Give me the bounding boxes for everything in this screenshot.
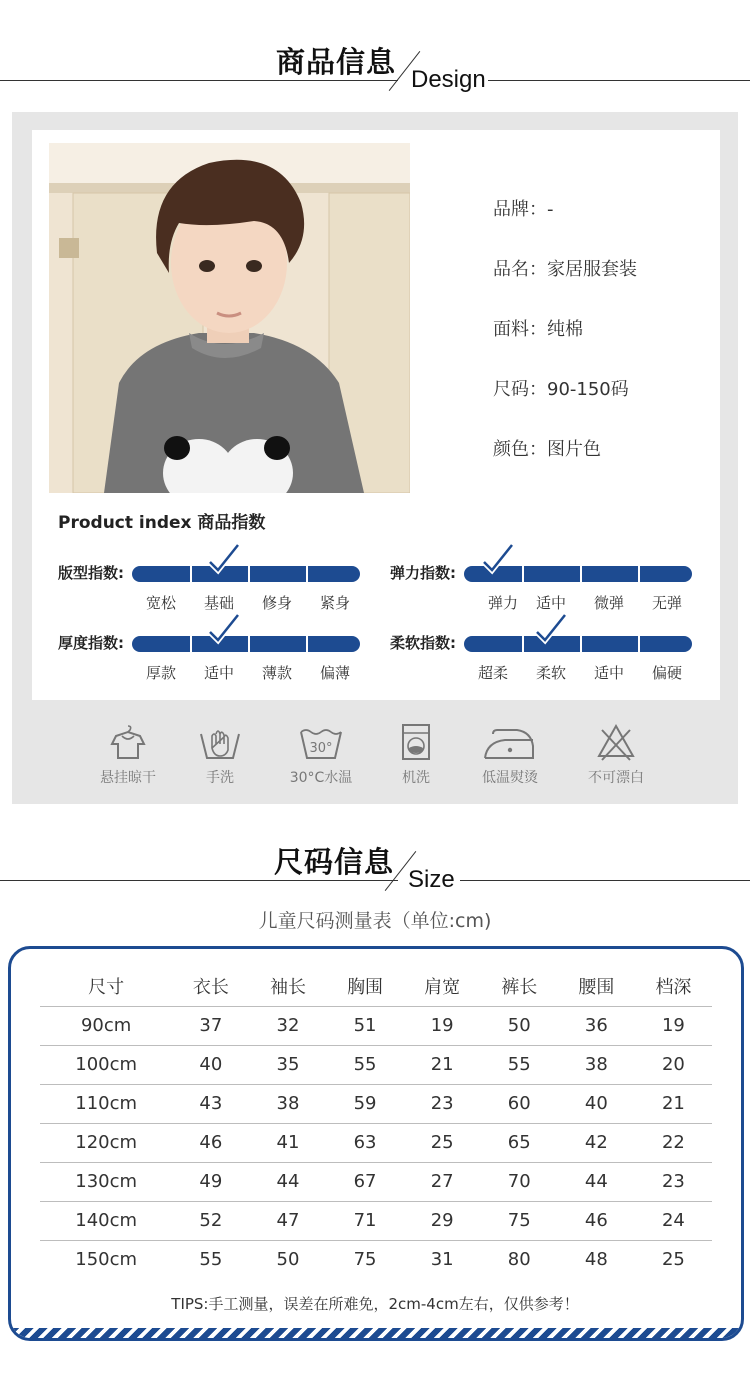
index-thickness (58, 616, 378, 682)
table-cell: 44 (558, 1162, 635, 1201)
table-cell: 23 (635, 1162, 712, 1201)
table-row (40, 1201, 712, 1240)
table-row (40, 1084, 712, 1123)
table-cell: 150cm (75, 1249, 138, 1271)
table-cell: 51 (327, 1006, 404, 1045)
index-option: 柔软 (535, 664, 566, 682)
table-cell: 47 (249, 1201, 326, 1240)
care-iron-low (470, 718, 550, 787)
index-option: 偏薄 (319, 664, 350, 682)
wash-temp-text: 30° (309, 741, 333, 756)
care-30c (280, 718, 362, 787)
table-cell: 80 (507, 1249, 531, 1271)
index-option: 适中 (535, 594, 566, 612)
header-cell: 肩宽 (404, 966, 481, 1006)
hand-wash-icon (198, 722, 242, 762)
table-cell: 38 (249, 1084, 326, 1123)
table-cell: 36 (558, 1006, 635, 1045)
index-label: 柔软指数: (390, 634, 456, 652)
bar-divider (248, 636, 250, 652)
section-header-size (0, 840, 750, 900)
table-cell: 20 (635, 1045, 712, 1084)
table-cell: 23 (404, 1084, 481, 1123)
wash-30-icon (298, 722, 344, 762)
header-cell: 腰围 (558, 966, 635, 1006)
bar-divider (638, 566, 640, 582)
table-cell: 25 (661, 1249, 685, 1271)
table-cell: 35 (249, 1045, 326, 1084)
bar-divider (580, 566, 582, 582)
header-rule-right (460, 880, 750, 881)
decorative-stripe (11, 1328, 741, 1338)
index-option: 厚款 (145, 664, 176, 682)
table-cell: 55 (481, 1045, 558, 1084)
index-option: 薄款 (261, 664, 292, 682)
table-cell: 130cm (40, 1162, 172, 1201)
info-name: 品名：家居服套装 (493, 259, 637, 280)
index-option: 弹力 (487, 594, 518, 612)
table-row (40, 1240, 712, 1279)
index-elasticity (390, 546, 710, 612)
table-cell: 37 (172, 1006, 249, 1045)
table-cell: 21 (635, 1084, 712, 1123)
care-label: 30°C水温 (289, 770, 353, 786)
table-cell: 44 (249, 1162, 326, 1201)
table-header-row (40, 966, 712, 1006)
index-option: 超柔 (477, 664, 508, 682)
header-cell: 袖长 (249, 966, 326, 1006)
table-cell: 46 (172, 1123, 249, 1162)
header-cell: 档深 (635, 966, 712, 1006)
check-icon (208, 542, 240, 576)
table-cell: 29 (404, 1201, 481, 1240)
index-option: 偏硬 (651, 664, 682, 682)
table-cell: 32 (249, 1006, 326, 1045)
section-title-en: Size (408, 866, 455, 893)
section-title-en: Design (411, 66, 486, 93)
table-cell: 27 (404, 1162, 481, 1201)
bar-divider (306, 636, 308, 652)
index-option: 紧身 (319, 594, 350, 612)
table-cell: 50 (481, 1006, 558, 1045)
index-label: 厚度指数: (58, 634, 124, 652)
header-cell: 衣长 (172, 966, 249, 1006)
machine-wash-icon (401, 722, 431, 762)
table-cell: 40 (558, 1084, 635, 1123)
table-row (40, 1006, 712, 1045)
bar-divider (190, 636, 192, 652)
care-label: 低温熨烫 (482, 770, 538, 786)
bar-divider (580, 636, 582, 652)
index-label: 弹力指数: (390, 564, 456, 582)
index-bar (132, 566, 360, 582)
table-cell: 110cm (40, 1084, 172, 1123)
index-bar (464, 636, 692, 652)
table-cell: 63 (327, 1123, 404, 1162)
table-cell: 60 (481, 1084, 558, 1123)
bar-divider (522, 566, 524, 582)
table-cell: 21 (404, 1045, 481, 1084)
table-cell: 70 (481, 1162, 558, 1201)
hang-dry-icon (108, 722, 148, 762)
care-label: 悬挂晾干 (100, 770, 156, 786)
table-cell: 65 (481, 1123, 558, 1162)
index-option: 适中 (593, 664, 624, 682)
bar-divider (190, 566, 192, 582)
index-option: 基础 (203, 594, 234, 612)
table-cell: 22 (635, 1123, 712, 1162)
header-cell: 尺寸 (40, 966, 172, 1006)
table-cell: 38 (558, 1045, 635, 1084)
table-cell: 49 (172, 1162, 249, 1201)
iron-low-icon (483, 722, 537, 762)
table-cell: 67 (327, 1162, 404, 1201)
info-brand: 品牌：- (493, 199, 554, 220)
table-cell: 100cm (40, 1045, 172, 1084)
index-softness (390, 616, 710, 682)
table-cell: 31 (430, 1249, 454, 1271)
table-cell: 42 (558, 1123, 635, 1162)
table-cell: 48 (584, 1249, 608, 1271)
table-cell: 59 (327, 1084, 404, 1123)
table-cell: 25 (404, 1123, 481, 1162)
size-table (40, 966, 712, 1279)
index-option: 修身 (261, 594, 292, 612)
bar-divider (638, 636, 640, 652)
index-option: 微弹 (593, 594, 624, 612)
care-label: 不可漂白 (588, 770, 644, 786)
no-bleach-icon (596, 722, 636, 762)
index-bar (132, 636, 360, 652)
table-cell: 71 (327, 1201, 404, 1240)
header-cell: 裤长 (481, 966, 558, 1006)
table-cell: 24 (635, 1201, 712, 1240)
table-cell: 41 (249, 1123, 326, 1162)
table-cell: 120cm (40, 1123, 172, 1162)
care-hand-wash (190, 718, 250, 787)
index-fit (58, 546, 378, 612)
bar-divider (248, 566, 250, 582)
info-size: 尺码：90-150码 (493, 379, 629, 400)
care-machine-wash (390, 718, 442, 787)
care-hang-dry (88, 718, 168, 787)
index-option: 无弹 (651, 594, 682, 612)
care-label: 手洗 (206, 770, 234, 786)
table-row (40, 1045, 712, 1084)
care-no-bleach (576, 718, 656, 787)
table-cell: 19 (404, 1006, 481, 1045)
table-cell: 40 (172, 1045, 249, 1084)
index-label: 版型指数: (58, 564, 124, 582)
product-index-title: Product index 商品指数 (58, 513, 266, 533)
product-photo (49, 143, 410, 493)
bar-divider (306, 566, 308, 582)
product-info-list (493, 196, 637, 496)
table-cell: 19 (635, 1006, 712, 1045)
header-cell: 胸围 (327, 966, 404, 1006)
check-icon (482, 542, 514, 576)
check-icon (535, 612, 567, 646)
tips-note: TIPS:手工测量，误差在所难免，2cm-4cm左右，仅供参考！ (171, 1295, 579, 1313)
index-option: 宽松 (145, 594, 176, 612)
check-icon (208, 612, 240, 646)
table-cell: 75 (353, 1249, 377, 1271)
table-cell: 140cm (40, 1201, 172, 1240)
table-cell: 43 (172, 1084, 249, 1123)
table-cell: 50 (276, 1249, 300, 1271)
info-fabric: 面料：纯棉 (493, 319, 583, 340)
table-cell: 55 (199, 1249, 223, 1271)
table-cell: 90cm (40, 1006, 172, 1045)
header-rule-right (488, 80, 750, 81)
section-header-design (0, 40, 750, 100)
index-option: 适中 (203, 664, 234, 682)
table-row (40, 1162, 712, 1201)
care-label: 机洗 (402, 770, 430, 786)
table-cell: 46 (558, 1201, 635, 1240)
table-cell: 55 (327, 1045, 404, 1084)
info-color: 颜色：图片色 (493, 439, 601, 460)
section-title: 商品信息 (276, 45, 397, 79)
section-title: 尺码信息 (274, 845, 395, 879)
table-row (40, 1123, 712, 1162)
table-cell: 52 (172, 1201, 249, 1240)
bar-divider (522, 636, 524, 652)
table-cell: 75 (481, 1201, 558, 1240)
size-subtitle: 儿童尺码测量表（单位:cm) (258, 910, 492, 932)
